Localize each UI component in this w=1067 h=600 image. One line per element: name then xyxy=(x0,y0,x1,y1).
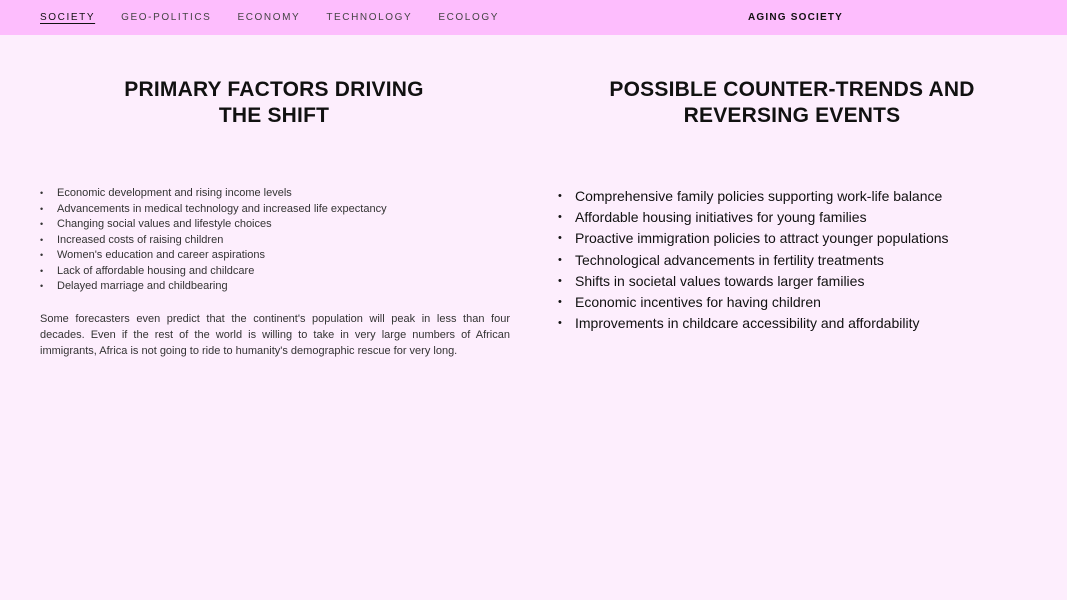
nav-item-economy[interactable]: ECONOMY xyxy=(237,12,301,23)
counter-trends-list xyxy=(558,186,949,334)
list-item: • Changing social values and lifestyle choices xyxy=(40,217,387,233)
list-item: • Technological advancements in fertility treatments xyxy=(558,250,949,271)
nav-item-society[interactable]: SOCIETY xyxy=(40,12,96,23)
top-navigation-bar xyxy=(0,0,1067,35)
list-item: • Proactive immigration policies to attract younger populations xyxy=(558,228,949,249)
nav-item-technology[interactable]: TECHNOLOGY xyxy=(326,12,413,23)
list-item: • Affordable housing initiatives for young families xyxy=(558,207,949,228)
primary-factors-heading: PRIMARY FACTORS DRIVING THE SHIFT xyxy=(124,78,424,127)
section-title: AGING SOCIETY xyxy=(748,12,844,23)
list-item: • Comprehensive family policies supporting work-life balance xyxy=(558,186,949,207)
list-item: • Economic development and rising income levels xyxy=(40,186,387,202)
nav-item-ecology[interactable]: ECOLOGY xyxy=(438,12,499,23)
primary-factors-list xyxy=(40,186,387,295)
list-item: • Delayed marriage and childbearing xyxy=(40,279,387,295)
list-item: • Increased costs of raising children xyxy=(40,233,387,249)
main-nav xyxy=(40,12,525,23)
counter-trends-heading: POSSIBLE COUNTER-TRENDS AND REVERSING EVENTS xyxy=(609,78,975,127)
list-item: • Advancements in medical technology and increased life expectancy xyxy=(40,202,387,218)
nav-item-geo-politics[interactable]: GEO-POLITICS xyxy=(121,12,212,23)
list-item: • Shifts in societal values towards larger families xyxy=(558,271,949,292)
list-item: • Improvements in childcare accessibility and affordability xyxy=(558,313,949,334)
list-item: • Lack of affordable housing and childcare xyxy=(40,264,387,280)
forecast-paragraph: Some forecasters even predict that the continent's population will peak in less than four decades. Even if the rest of the world is willing to take in very large numbers of African immigrants, Africa is not going to ride to humanity's demographic rescue for very long. xyxy=(40,313,510,357)
list-item: • Economic incentives for having children xyxy=(558,292,949,313)
list-item: • Women's education and career aspirations xyxy=(40,248,387,264)
